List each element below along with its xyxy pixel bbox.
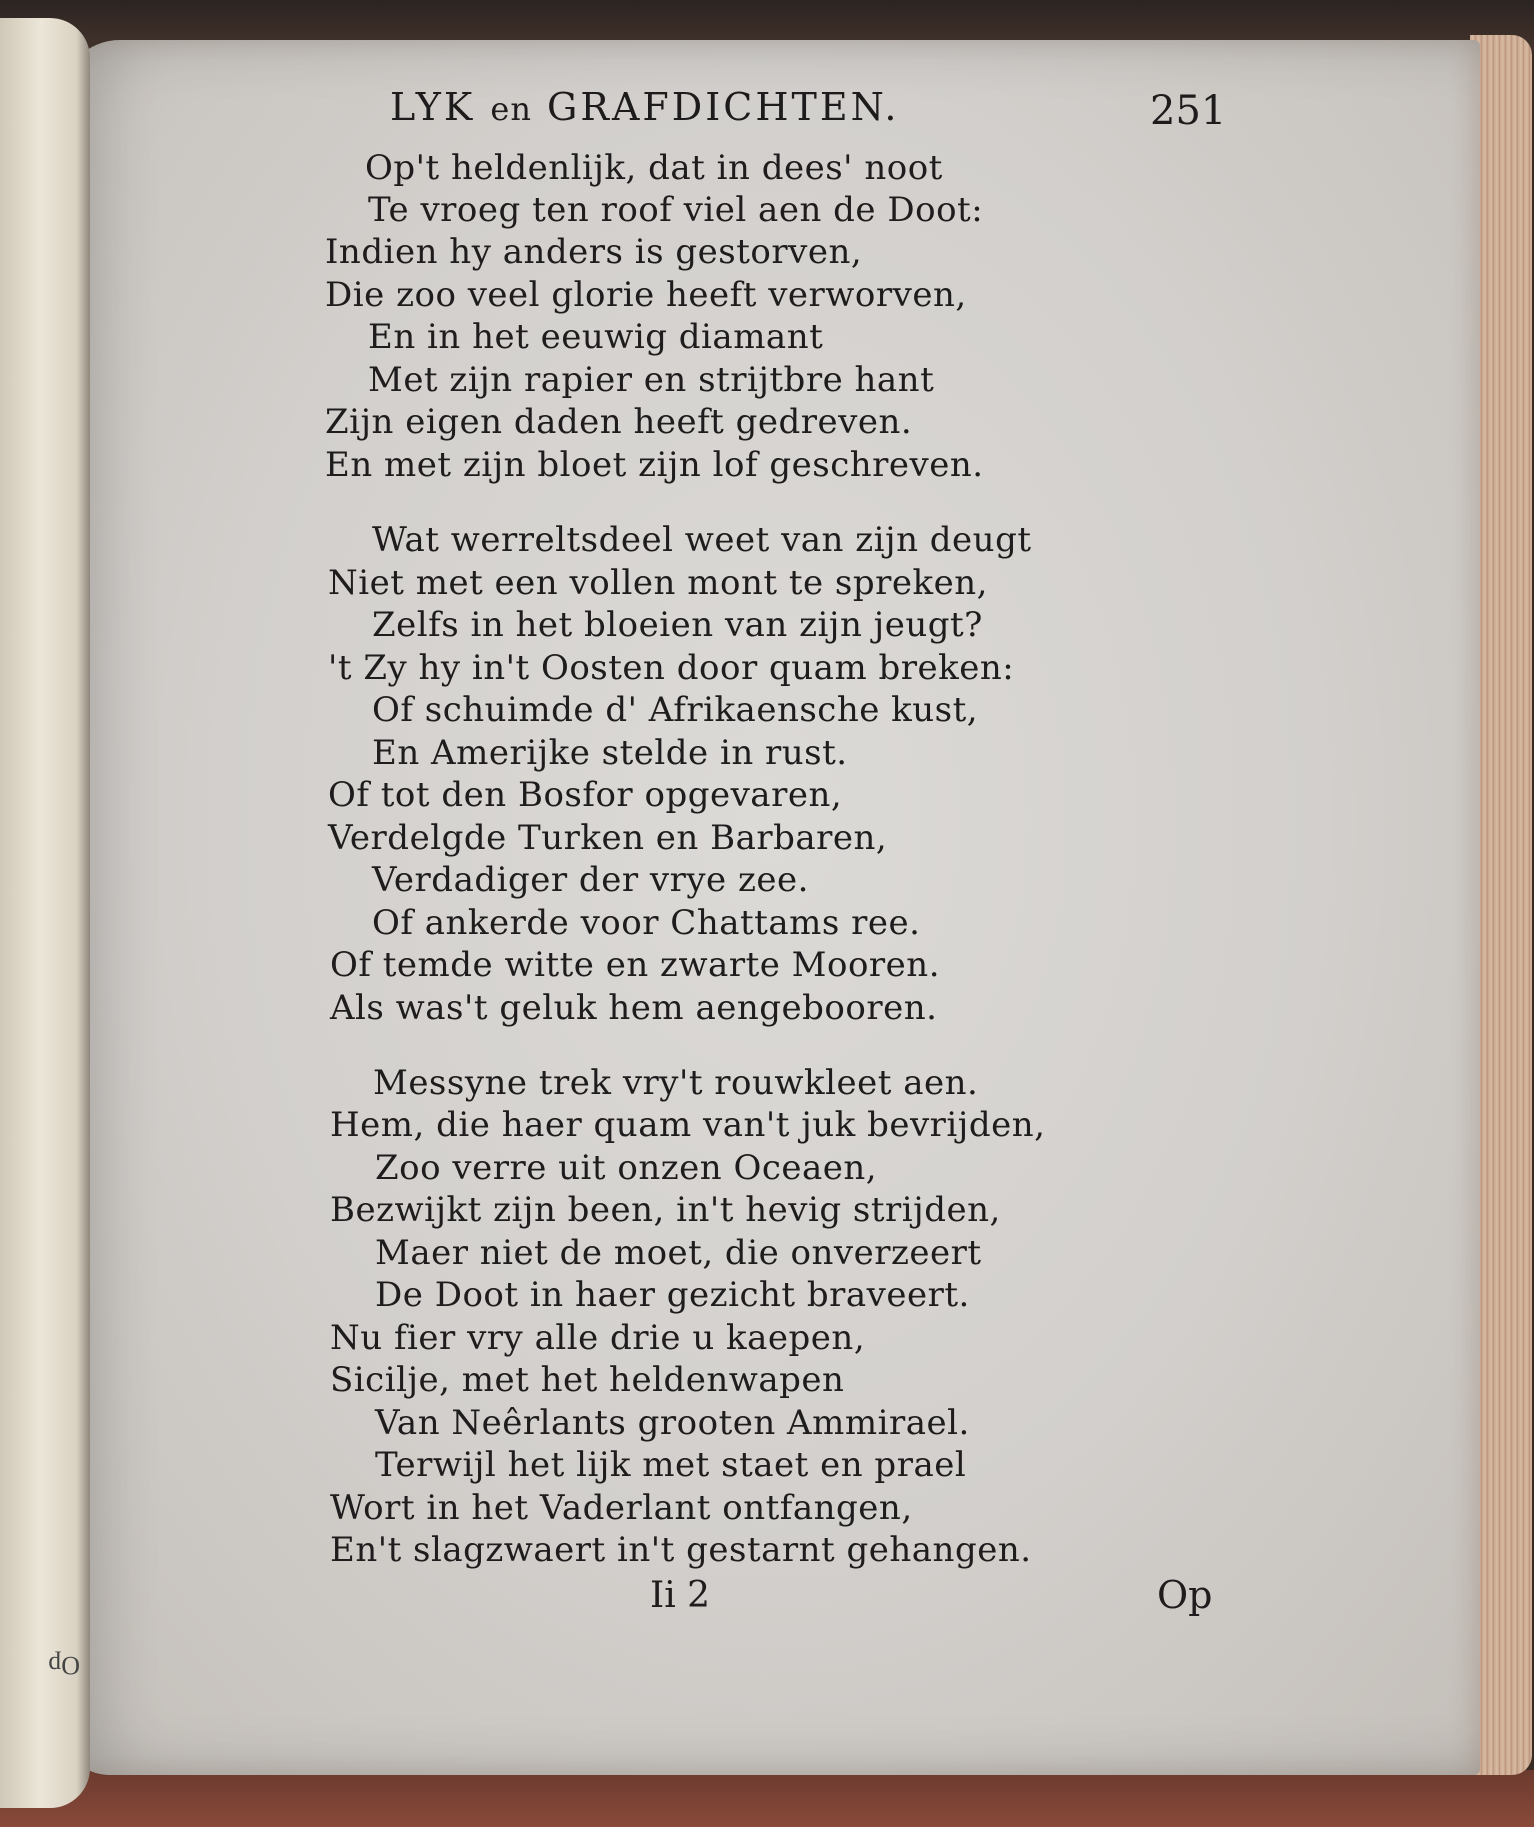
signature-mark: Ii 2 [650,1575,711,1616]
verse-line: Of schuimde d' Afrikaensche kust, [372,690,979,730]
running-head-title: GRAFDICHTEN. [547,85,900,129]
verse-line: De Doot in haer gezicht braveert. [375,1275,970,1315]
verse-line: Hem, die haer quam van't juk bevrijden, [330,1105,1046,1145]
verse-line: Zoo verre uit onzen Oceaen, [375,1148,878,1188]
verse-line: Zijn eigen daden heeft gedreven. [325,402,913,442]
verse-line: Wort in het Vaderlant ontfangen, [330,1488,913,1528]
verse-line: En Amerijke stelde in rust. [372,733,848,773]
verse-line: Als was't geluk hem aengebooren. [330,988,938,1028]
verse-line: Indien hy anders is gestorven, [325,232,863,272]
left-page-edge [0,18,90,1808]
verse-line: Zelfs in het bloeien van zijn jeugt? [372,605,983,645]
left-page-catchword: Op [48,1651,80,1680]
running-head-prefix: LYK [390,85,476,129]
background-cloth-bottom [0,1770,1534,1827]
verse-line: Niet met een vollen mont te spreken, [328,563,988,603]
verse-line: Messyne trek vry't rouwkleet aen. [373,1063,979,1103]
verse-line: 't Zy hy in't Oosten door quam breken: [328,648,1015,688]
verse-line: Die zoo veel glorie heeft verworven, [325,275,967,315]
verse-line: Te vroeg ten roof viel aen de Doot: [368,190,984,230]
verse-line: Of tot den Bosfor opgevaren, [328,775,843,815]
catchword: Op [1157,1573,1213,1617]
verse-line: Verdadiger der vrye zee. [372,860,809,900]
verse-line: Bezwijkt zijn been, in't hevig strijden, [330,1190,1001,1230]
verse-line: Of temde witte en zwarte Mooren. [330,945,941,985]
verse-line: Terwijl het lijk met staet en prael [375,1445,967,1485]
verse-line: Met zijn rapier en strijtbre hant [368,360,935,400]
verse-line: Of ankerde voor Chattams ree. [372,903,921,943]
verse-line: En met zijn bloet zijn lof geschreven. [325,445,984,485]
running-head-conj: en [490,90,532,128]
verse-line: Maer niet de moet, die onverzeert [375,1233,982,1273]
verse-line: Sicilje, met het heldenwapen [330,1360,845,1400]
verse-line: Van Neêrlants grooten Ammirael. [375,1403,970,1443]
verse-line: Op't heldenlijk, dat in dees' noot [365,148,943,188]
page-number: 251 [1150,88,1227,134]
verse-line: Verdelgde Turken en Barbaren, [328,818,888,858]
verse-line: En in het eeuwig diamant [368,317,824,357]
verse-line: Wat werreltsdeel weet van zijn deugt [372,520,1032,560]
running-head [390,85,1010,129]
verse-line: En't slagzwaert in't gestarnt gehangen. [330,1530,1032,1570]
verse-line: Nu fier vry alle drie u kaepen, [330,1318,866,1358]
